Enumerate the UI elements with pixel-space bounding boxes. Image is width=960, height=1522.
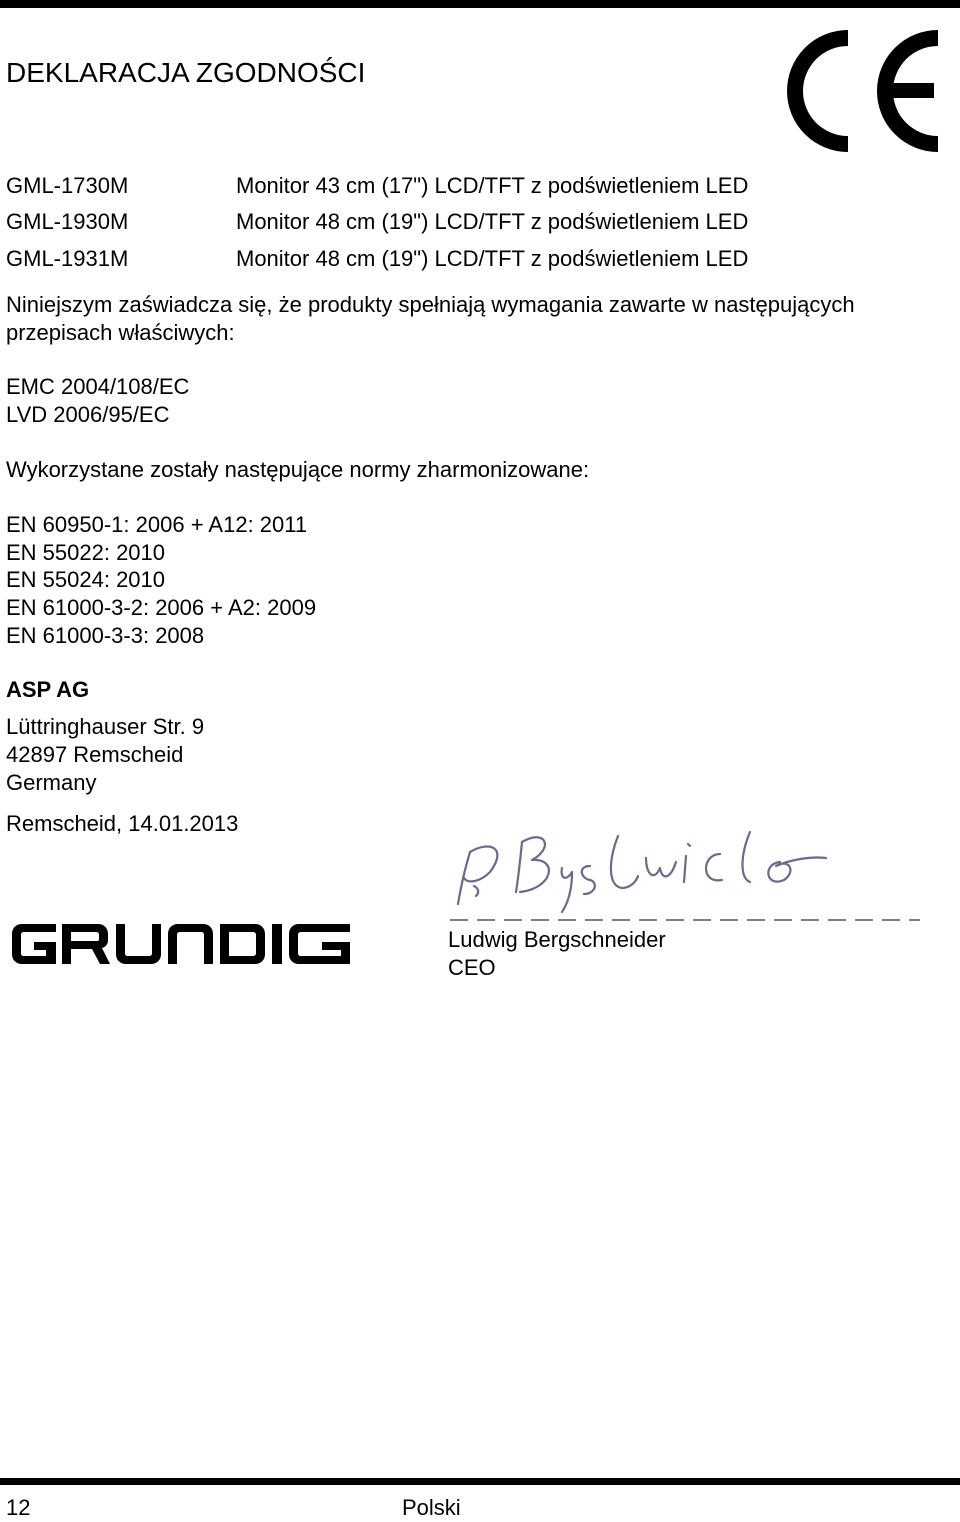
signatory-role: CEO [448, 955, 496, 980]
ce-mark-icon [780, 30, 948, 152]
company-city: 42897 Remscheid [6, 742, 184, 767]
signatory-name: Ludwig Bergschneider [448, 927, 666, 952]
footer-language: Polski [402, 1495, 461, 1520]
top-rule [0, 0, 960, 8]
product-description-3: Monitor 48 cm (19") LCD/TFT z podświetleniem LED [236, 246, 749, 271]
standard-item: EN 60950-1: 2006 + A12: 2011 [6, 512, 308, 537]
directive-lvd: LVD 2006/95/EC [6, 402, 170, 427]
standard-item: EN 55022: 2010 [6, 540, 166, 565]
standard-item: EN 61000-3-3: 2008 [6, 623, 205, 648]
company-name: ASP AG [6, 677, 90, 702]
product-model-1: GML-1730M [6, 173, 129, 198]
directive-emc: EMC 2004/108/EC [6, 374, 190, 399]
signature-line [450, 918, 920, 922]
place-and-date: Remscheid, 14.01.2013 [6, 811, 239, 836]
statement-line-2: przepisach właściwych: [6, 320, 235, 345]
product-model-2: GML-1930M [6, 209, 129, 234]
company-country: Germany [6, 770, 97, 795]
product-description-2: Monitor 48 cm (19") LCD/TFT z podświetleniem LED [236, 209, 749, 234]
standard-item: EN 55024: 2010 [6, 567, 166, 592]
standards-intro: Wykorzystane zostały następujące normy zharmonizowane: [6, 457, 590, 482]
document-title: DEKLARACJA ZGODNOŚCI [6, 57, 366, 88]
bottom-rule [0, 1478, 960, 1485]
page-number: 12 [6, 1495, 31, 1520]
statement-line-1: Niniejszym zaświadcza się, że produkty spełniają wymagania zawarte w następujących [6, 292, 855, 317]
handwritten-signature [450, 822, 840, 922]
grundig-logo [12, 924, 350, 964]
product-model-3: GML-1931M [6, 246, 129, 271]
product-description-1: Monitor 43 cm (17") LCD/TFT z podświetleniem LED [236, 173, 749, 198]
company-street: Lüttringhauser Str. 9 [6, 714, 205, 739]
standard-item: EN 61000-3-2: 2006 + A2: 2009 [6, 595, 317, 620]
